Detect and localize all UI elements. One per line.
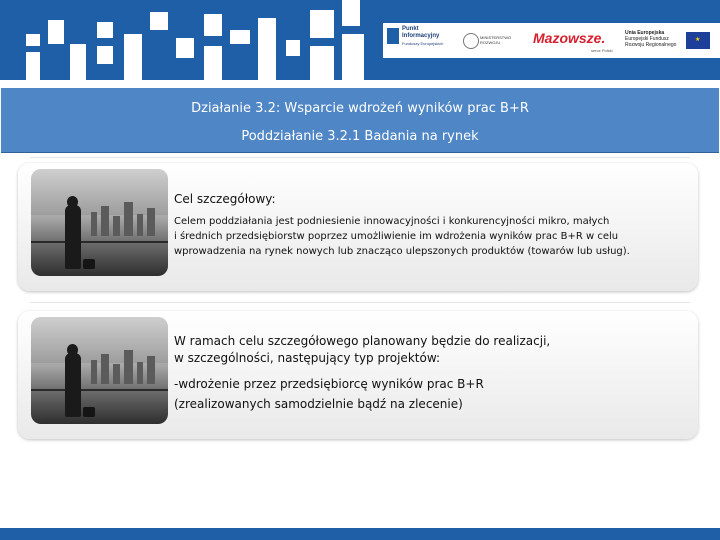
card-cel-szczegolowy	[18, 163, 698, 291]
decor-square	[342, 0, 360, 26]
title-line1: Działanie 3.2: Wsparcie wdrożeń wyników prac B+R	[191, 101, 529, 116]
decor-square	[124, 34, 142, 80]
logo-punkt-line3: Funduszy Europejskich	[402, 41, 444, 46]
logo-bar	[383, 23, 720, 58]
decor-square	[97, 22, 113, 38]
footer-band	[0, 528, 720, 540]
card1-heading: Cel szczegółowy:	[174, 192, 276, 206]
decor-square	[26, 52, 40, 80]
card1-body-line: i średnich przedsiębiorstw poprzez umożliwienie im wdrożenia wyników prac B+R w celu	[174, 231, 619, 242]
decor-square	[230, 30, 250, 44]
card1-body-line: wprowadzenia na rynek nowych lub znacząco ulepszonych produktów (towarów lub usług).	[174, 246, 630, 257]
logo-punkt-line1: Punkt	[402, 26, 419, 32]
card1-body	[174, 214, 630, 259]
photo-railing	[31, 389, 168, 391]
businessman-photo	[31, 169, 168, 276]
decor-square	[97, 46, 113, 64]
card2-heading-line: w szczególności, następujący typ projektów:	[174, 351, 441, 365]
logo-ue	[625, 30, 676, 48]
decor-square	[342, 34, 364, 80]
logo-mazowsze-sub: serce Polski	[591, 48, 613, 53]
logo-mazowsze: Mazowsze.	[533, 30, 606, 46]
logo-punkt	[402, 26, 443, 47]
photo-building	[101, 354, 109, 384]
photo-building	[113, 364, 120, 384]
decor-square	[310, 46, 334, 80]
title-line2: Poddziałanie 3.2.1 Badania na rynek	[241, 129, 479, 144]
logo-ue-line2: Europejski Fundusz	[625, 36, 669, 42]
decor-square	[48, 20, 64, 44]
decor-square	[204, 14, 222, 36]
card2-body-line: (zrealizowanych samodzielnie bądź na zlecenie)	[174, 397, 463, 411]
person-figure	[65, 353, 81, 417]
header-band	[0, 0, 720, 80]
decor-square	[204, 46, 222, 80]
logo-ministerstwo	[480, 35, 511, 45]
photo-building	[113, 216, 120, 236]
card2-heading-line: W ramach celu szczegółowego planowany będzie do realizacji,	[174, 334, 551, 348]
card-typ-projektow	[18, 311, 698, 439]
logo-ue-line1: Unia Europejska	[625, 30, 665, 36]
decor-square	[70, 44, 86, 80]
photo-building	[124, 350, 133, 384]
card1-body-line: Celem poddziałania jest podniesienie innowacyjności i konkurencyjności mikro, małych	[174, 216, 610, 227]
photo-building	[124, 202, 133, 236]
divider	[30, 302, 690, 303]
decor-square	[258, 18, 276, 80]
card2-heading	[174, 333, 550, 367]
briefcase	[83, 407, 95, 417]
photo-building	[137, 362, 143, 384]
businessman-photo	[31, 317, 168, 424]
eu-flag-icon: ★	[686, 32, 710, 49]
logo-ministerstwo-line1: MINISTERSTWO	[480, 35, 512, 40]
logo-ue-line3: Rozwoju Regionalnego	[625, 42, 677, 48]
photo-railing	[31, 241, 168, 243]
decor-square	[150, 12, 168, 30]
decor-square	[26, 34, 40, 46]
decor-square	[176, 38, 194, 58]
logo-punkt-line2: Informacyjny	[402, 33, 440, 39]
card2-body	[174, 374, 484, 414]
photo-building	[147, 356, 155, 384]
photo-building	[91, 212, 97, 236]
briefcase	[83, 259, 95, 269]
photo-building	[101, 206, 109, 236]
fe-logo-icon	[387, 28, 399, 44]
title-box	[1, 88, 719, 153]
person-figure	[65, 205, 81, 269]
photo-building	[91, 360, 97, 384]
logo-ministerstwo-line2: ROZWOJU	[480, 40, 501, 45]
divider	[30, 157, 690, 158]
eagle-emblem-icon	[463, 33, 479, 49]
decor-square	[286, 40, 300, 56]
photo-building	[147, 208, 155, 236]
card2-body-line: -wdrożenie przez przedsiębiorcę wyników prac B+R	[174, 377, 484, 391]
photo-building	[137, 214, 143, 236]
decor-square	[310, 10, 334, 38]
